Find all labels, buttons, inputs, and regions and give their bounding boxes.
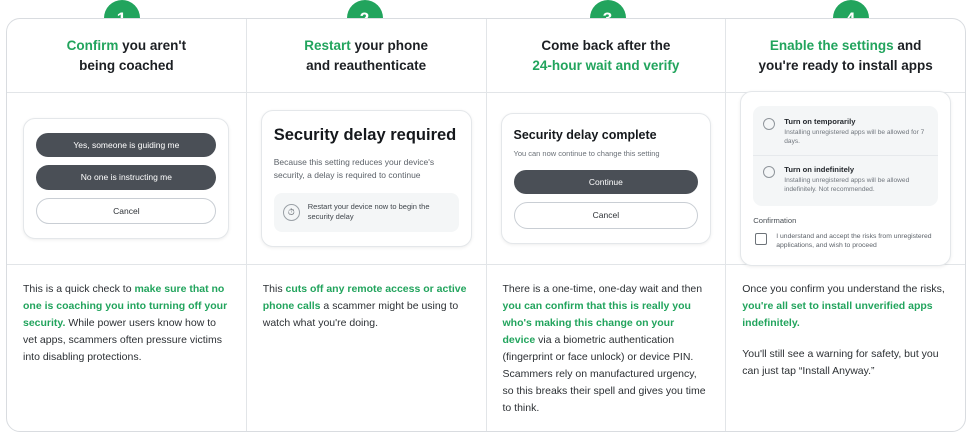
radio-icon-temporarily[interactable]	[763, 118, 775, 130]
security-delay-complete-body: You can now continue to change this setting	[513, 149, 660, 159]
step-mock-cell-2	[247, 93, 487, 265]
step-title-2-highlight: Restart	[304, 37, 351, 53]
step-description-4	[742, 281, 949, 380]
step-mock-cell-4	[726, 93, 965, 265]
option-indefinitely-sub: Installing unregistered apps will be allowed indefinitely. Not recommended.	[784, 177, 910, 194]
step-title-3	[532, 36, 679, 75]
restart-notice	[274, 193, 459, 232]
cancel-button-step3[interactable]: Cancel	[514, 202, 699, 228]
security-delay-required-title: Security delay required	[273, 126, 457, 145]
step-header-3	[487, 19, 727, 93]
option-turn-on-indefinitely[interactable]	[753, 155, 938, 203]
option-indefinitely-title: Turn on indefinitely	[784, 165, 855, 175]
step-header-2	[247, 19, 487, 93]
desc3-part3: via a biometric authentication (fingerprint or face unlock) or device PIN. Scammers rely on manufactured urgency, so this breaks their spell and gives you time to think.	[502, 334, 706, 414]
mockups-row	[7, 93, 965, 265]
enable-settings-dialog	[740, 91, 951, 267]
option-guiding-me-button[interactable]: Yes, someone is guiding me	[36, 133, 216, 157]
step-title-2-rest: your phone	[350, 37, 429, 53]
cancel-button[interactable]: Cancel	[36, 198, 216, 224]
step-title-4-line2: you're ready to install apps	[758, 57, 933, 73]
desc4-part3: You'll still see a warning for safety, but you can just tap “Install Anyway.”	[742, 348, 939, 377]
step-header-1	[7, 19, 247, 93]
security-delay-required-dialog	[261, 110, 472, 246]
step-title-2-line2: and reauthenticate	[306, 57, 427, 73]
option-temporarily-sub: Installing unregistered apps will be allowed for 7 days.	[784, 128, 925, 145]
desc1-part2: make sure that no one is coaching you into turning off your security.	[23, 283, 228, 329]
step-title-1-line2: being coached	[79, 57, 174, 73]
security-delay-required-body: Because this setting reduces your device's security, a delay is required to continue	[273, 157, 435, 180]
desc4-part1: Once you confirm you understand the risks,	[742, 283, 945, 295]
desc2-part3: a scammer might be using to watch what you're doing.	[262, 300, 459, 329]
step-title-4-highlight: Enable the settings	[769, 37, 894, 53]
step-desc-cell-4	[726, 265, 965, 431]
step-title-1-rest: you aren't	[118, 37, 187, 53]
headers-row	[7, 19, 965, 93]
desc1-part3: While power users know how to vet apps, scammers often pressure victims into disabling protections.	[23, 317, 222, 363]
step-desc-cell-2	[247, 265, 487, 431]
step-title-2	[304, 36, 428, 75]
security-delay-complete-dialog	[501, 113, 712, 243]
step-title-4-rest: and	[893, 37, 922, 53]
step-desc-cell-1	[7, 265, 247, 431]
option-no-one-instructing-button[interactable]: No one is instructing me	[36, 165, 216, 189]
desc3-part2: you can confirm that this is really you who's making this change on your device	[502, 300, 691, 346]
step-description-2	[263, 281, 470, 332]
option-turn-on-temporarily[interactable]	[753, 108, 938, 155]
step-title-3-highlight: 24-hour wait and verify	[532, 57, 680, 73]
desc2-part2: cuts off any remote access or active phone calls	[262, 283, 467, 312]
steps-table	[6, 18, 966, 432]
step-title-1-highlight: Confirm	[66, 37, 119, 53]
radio-icon-indefinitely[interactable]	[763, 166, 775, 178]
step-title-3-line1: Come back after the	[541, 37, 671, 53]
install-permission-options	[753, 106, 938, 206]
continue-button[interactable]: Continue	[514, 170, 699, 194]
step-description-3	[503, 281, 710, 417]
option-temporarily-title: Turn on temporarily	[784, 116, 856, 126]
descriptions-row	[7, 265, 965, 431]
step-mock-cell-3	[487, 93, 727, 265]
step-desc-cell-3	[487, 265, 727, 431]
coaching-check-dialog	[23, 118, 229, 239]
desc4-part2: you're all set to install unverified apps indefinitely.	[742, 300, 933, 329]
step-header-4	[726, 19, 965, 93]
clock-icon: ⏱	[283, 204, 300, 221]
step-mock-cell-1	[7, 93, 247, 265]
desc3-part1: There is a one-time, one-day wait and then	[502, 283, 703, 295]
restart-notice-text: Restart your device now to begin the security delay	[307, 201, 430, 222]
step-description-1	[23, 281, 230, 366]
confirmation-checkbox-row[interactable]	[753, 232, 938, 252]
confirmation-checkbox-text: I understand and accept the risks from unregistered applications, and wish to proceed	[776, 232, 932, 250]
security-delay-complete-title: Security delay complete	[513, 128, 657, 143]
step-title-4	[758, 36, 932, 75]
step-title-1	[67, 36, 186, 75]
checkbox-icon-confirmation[interactable]	[755, 233, 767, 245]
desc1-part1: This is a quick check to	[23, 283, 135, 295]
confirmation-label: Confirmation	[753, 215, 797, 225]
desc2-part1: This	[262, 283, 286, 295]
